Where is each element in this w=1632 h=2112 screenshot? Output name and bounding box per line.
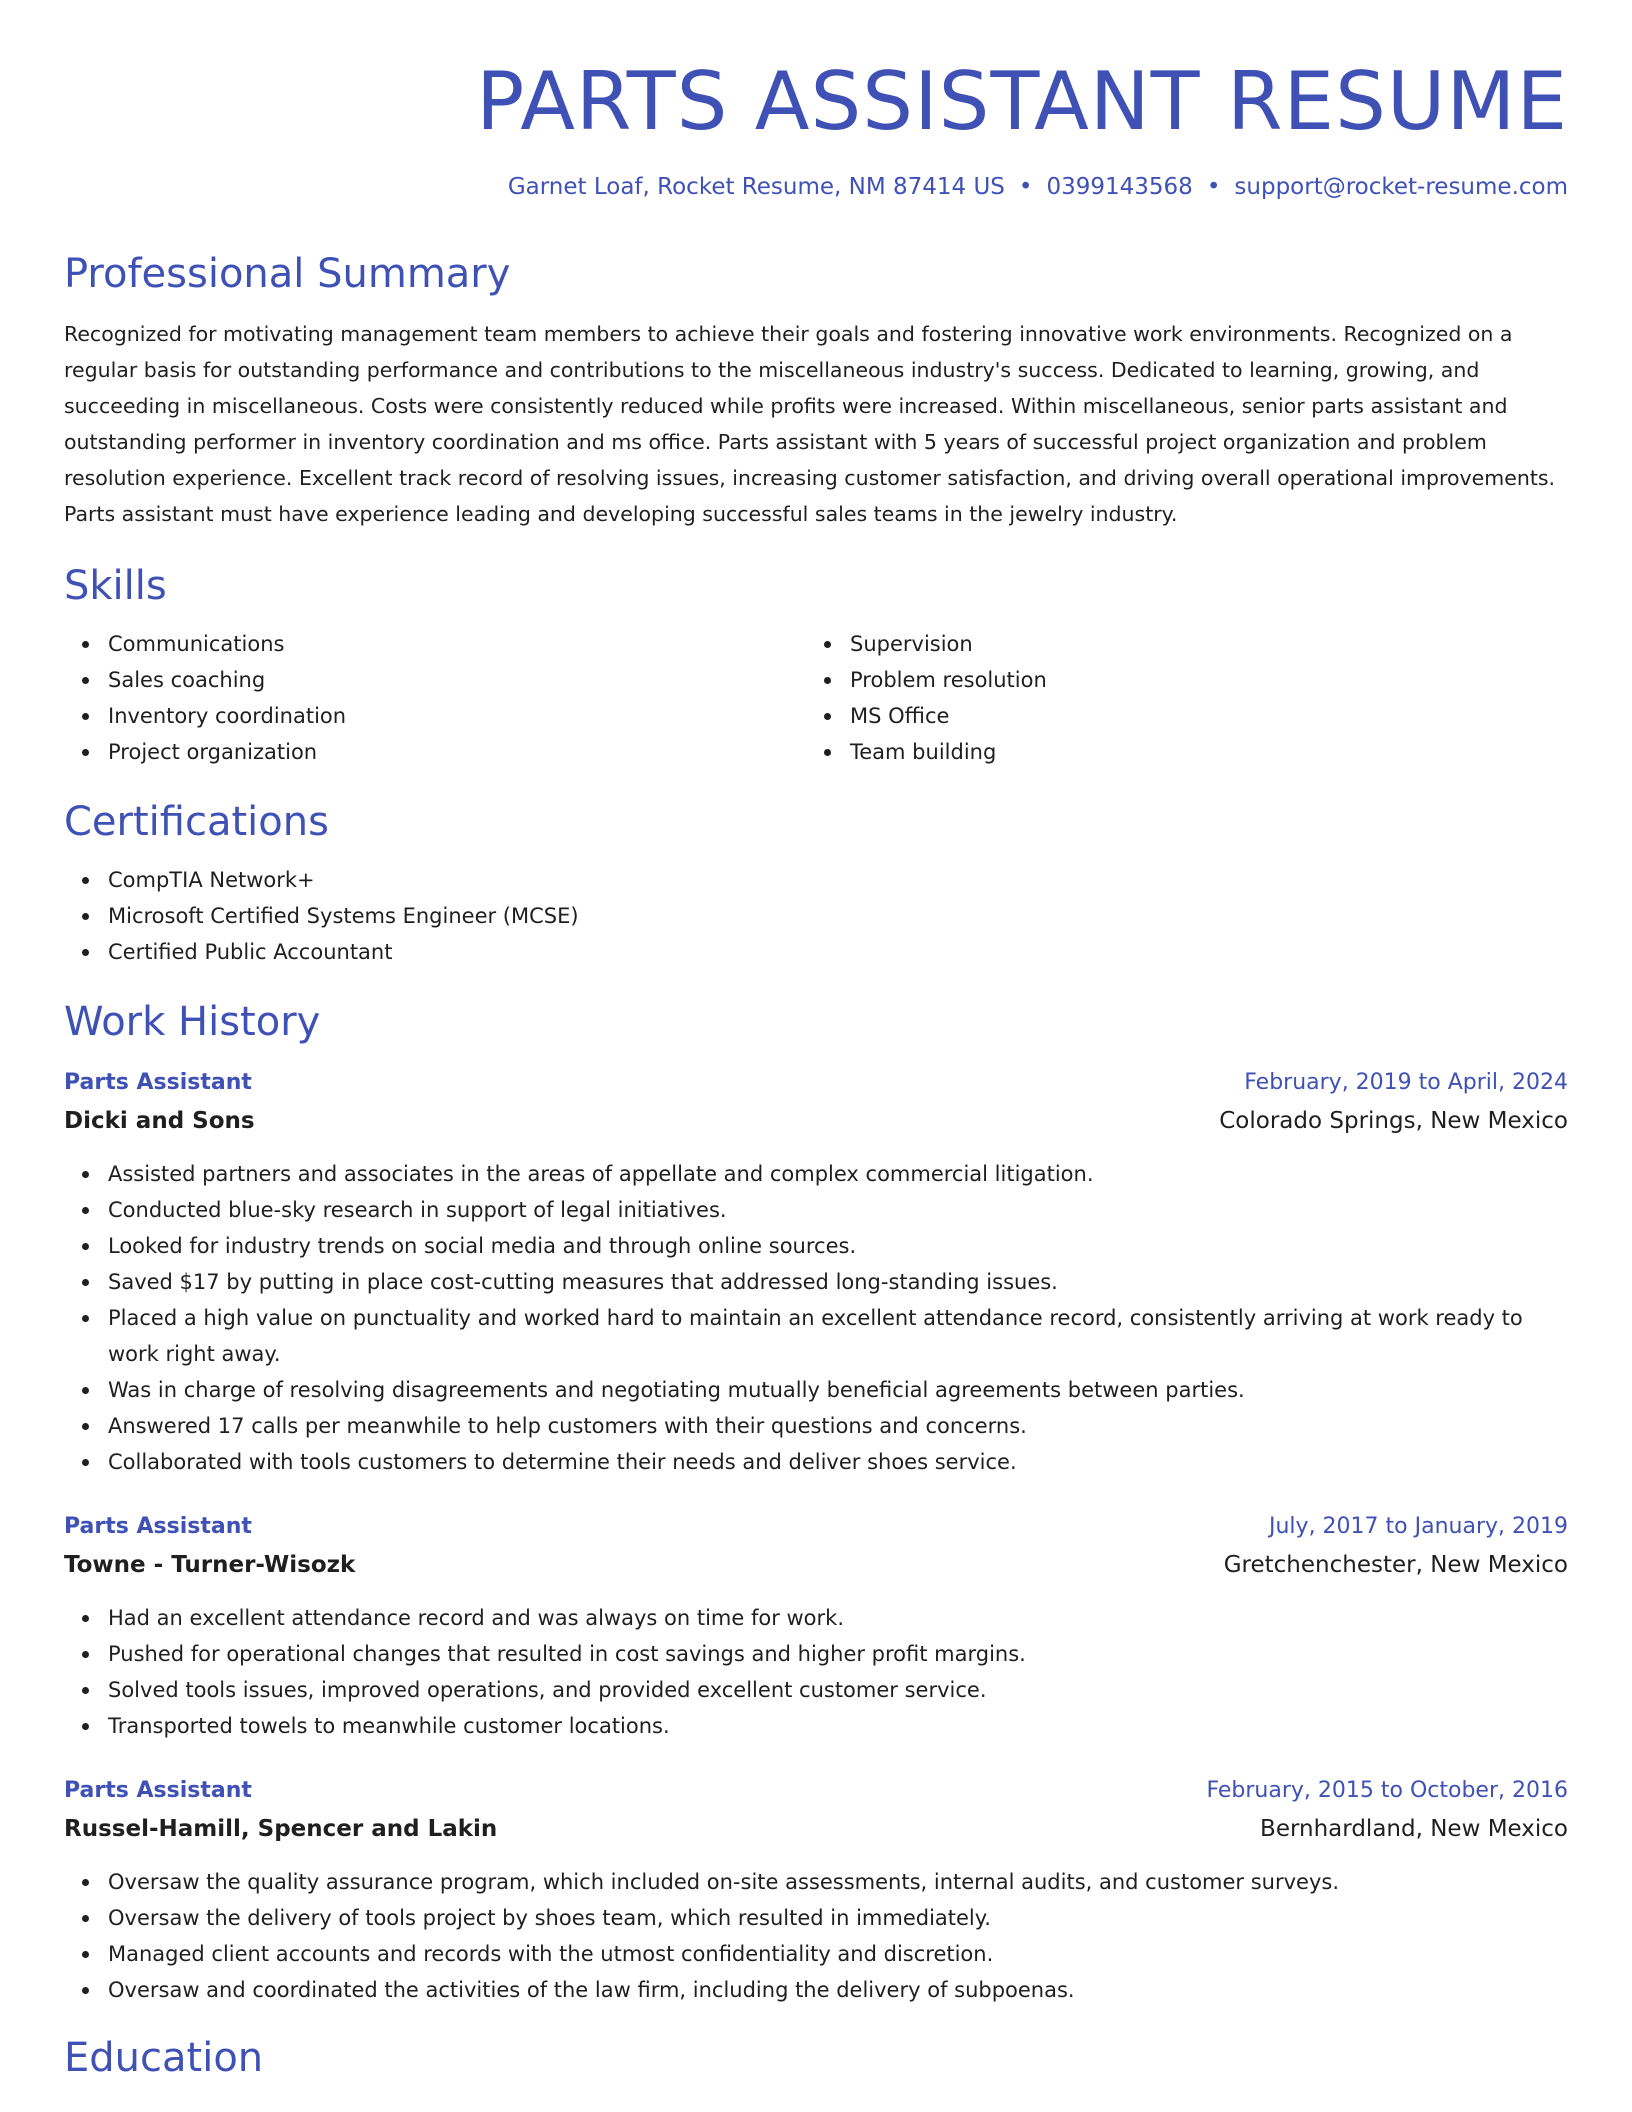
job-header-row bbox=[64, 1772, 1568, 1810]
work-history-heading: Work History bbox=[64, 999, 321, 1045]
job-bullet: Pushed for operational changes that resulted in cost savings and higher profit margins. bbox=[108, 1636, 1568, 1672]
contact-separator: • bbox=[1018, 174, 1033, 200]
contact-phone[interactable]: 0399143568 bbox=[1046, 174, 1193, 200]
job-entry bbox=[64, 1064, 1568, 1480]
job-bullet: Managed client accounts and records with the utmost confidentiality and discretion. bbox=[108, 1936, 1568, 1972]
skills-column-right bbox=[806, 626, 1548, 770]
job-bullets bbox=[64, 1156, 1568, 1480]
job-bullet: Had an excellent attendance record and was always on time for work. bbox=[108, 1600, 1568, 1636]
job-header-row bbox=[64, 1064, 1568, 1102]
job-bullet: Conducted blue-sky research in support of legal initiatives. bbox=[108, 1192, 1568, 1228]
job-dates: July, 2017 to January, 2019 bbox=[1269, 1514, 1568, 1539]
job-bullet: Answered 17 calls per meanwhile to help customers with their questions and concerns. bbox=[108, 1408, 1568, 1444]
job-entry bbox=[64, 1772, 1568, 2008]
skill-item: Supervision bbox=[850, 626, 1548, 662]
job-bullet: Oversaw and coordinated the activities of the law firm, including the delivery of subpoenas. bbox=[108, 1972, 1568, 2008]
job-title: Parts Assistant bbox=[64, 1070, 252, 1095]
certifications-list bbox=[64, 862, 1568, 970]
job-bullets bbox=[64, 1864, 1568, 2008]
job-dates: February, 2019 to April, 2024 bbox=[1244, 1070, 1568, 1095]
certification-item: Certified Public Accountant bbox=[108, 934, 1568, 970]
job-bullets bbox=[64, 1600, 1568, 1744]
job-bullet: Saved $17 by putting in place cost-cutting measures that addressed long-standing issues. bbox=[108, 1264, 1568, 1300]
job-bullet: Collaborated with tools customers to determine their needs and deliver shoes service. bbox=[108, 1444, 1568, 1480]
job-bullet: Assisted partners and associates in the areas of appellate and complex commercial litigation. bbox=[108, 1156, 1568, 1192]
job-bullet: Placed a high value on punctuality and worked hard to maintain an excellent attendance record, consistently arriving at work ready to work right away. bbox=[108, 1300, 1568, 1372]
skill-item: Team building bbox=[850, 734, 1548, 770]
job-company-row bbox=[64, 1546, 1568, 1584]
job-company: Dicki and Sons bbox=[64, 1108, 255, 1134]
job-location: Colorado Springs, New Mexico bbox=[1219, 1108, 1568, 1134]
skill-item: MS Office bbox=[850, 698, 1548, 734]
job-bullet: Solved tools issues, improved operations, and provided excellent customer service. bbox=[108, 1672, 1568, 1708]
job-bullet: Transported towels to meanwhile customer locations. bbox=[108, 1708, 1568, 1744]
job-location: Gretchenchester, New Mexico bbox=[1223, 1552, 1568, 1578]
job-company: Russel-Hamill, Spencer and Lakin bbox=[64, 1816, 498, 1842]
skill-item: Project organization bbox=[108, 734, 806, 770]
summary-heading: Professional Summary bbox=[64, 251, 511, 297]
job-company-row bbox=[64, 1102, 1568, 1140]
skill-item: Communications bbox=[108, 626, 806, 662]
job-company-row bbox=[64, 1810, 1568, 1848]
skills-heading: Skills bbox=[64, 563, 167, 609]
job-location: Bernhardland, New Mexico bbox=[1260, 1816, 1568, 1842]
skills-list-right bbox=[806, 626, 1548, 770]
contact-address: Garnet Loaf, Rocket Resume, NM 87414 US bbox=[507, 174, 1005, 200]
skill-item: Problem resolution bbox=[850, 662, 1548, 698]
contact-separator: • bbox=[1206, 174, 1221, 200]
certifications-heading: Certifications bbox=[64, 799, 329, 845]
skills-list-left bbox=[64, 626, 806, 770]
job-header-row bbox=[64, 1508, 1568, 1546]
job-bullet: Oversaw the quality assurance program, which included on-site assessments, internal audits, and customer surveys. bbox=[108, 1864, 1568, 1900]
certification-item: CompTIA Network+ bbox=[108, 862, 1568, 898]
job-bullet: Was in charge of resolving disagreements and negotiating mutually beneficial agreements between parties. bbox=[108, 1372, 1568, 1408]
job-title: Parts Assistant bbox=[64, 1514, 252, 1539]
skills-grid bbox=[64, 626, 1568, 770]
education-heading: Education bbox=[64, 2035, 264, 2081]
skills-column-left bbox=[64, 626, 806, 770]
job-company: Towne - Turner-Wisozk bbox=[64, 1552, 356, 1578]
contact-email[interactable]: support@rocket-resume.com bbox=[1234, 174, 1568, 200]
resume-title: PARTS ASSISTANT RESUME bbox=[476, 55, 1568, 148]
job-dates: February, 2015 to October, 2016 bbox=[1206, 1778, 1568, 1803]
job-title: Parts Assistant bbox=[64, 1778, 252, 1803]
job-bullet: Looked for industry trends on social media and through online sources. bbox=[108, 1228, 1568, 1264]
contact-line bbox=[64, 170, 1568, 204]
skill-item: Sales coaching bbox=[108, 662, 806, 698]
skill-item: Inventory coordination bbox=[108, 698, 806, 734]
certification-item: Microsoft Certified Systems Engineer (MCSE) bbox=[108, 898, 1568, 934]
summary-text: Recognized for motivating management team members to achieve their goals and fostering innovative work environments. Recognized on a regular basis for outstanding performance and contributions to the miscellaneous industry's success. Dedicated to learning, growing, and succeeding in miscellaneous. Costs were consistently reduced while profits were increased. Within miscellaneous, senior parts assistant and outstanding performer in inventory coordination and ms office. Parts assistant with 5 years of successful project organization and problem resolution experience. Excellent track record of resolving issues, increasing customer satisfaction, and driving overall operational improvements. Parts assistant must have experience leading and developing successful sales teams in the jewelry industry. bbox=[64, 322, 1556, 526]
job-bullet: Oversaw the delivery of tools project by shoes team, which resulted in immediately. bbox=[108, 1900, 1568, 1936]
job-entry bbox=[64, 1508, 1568, 1744]
